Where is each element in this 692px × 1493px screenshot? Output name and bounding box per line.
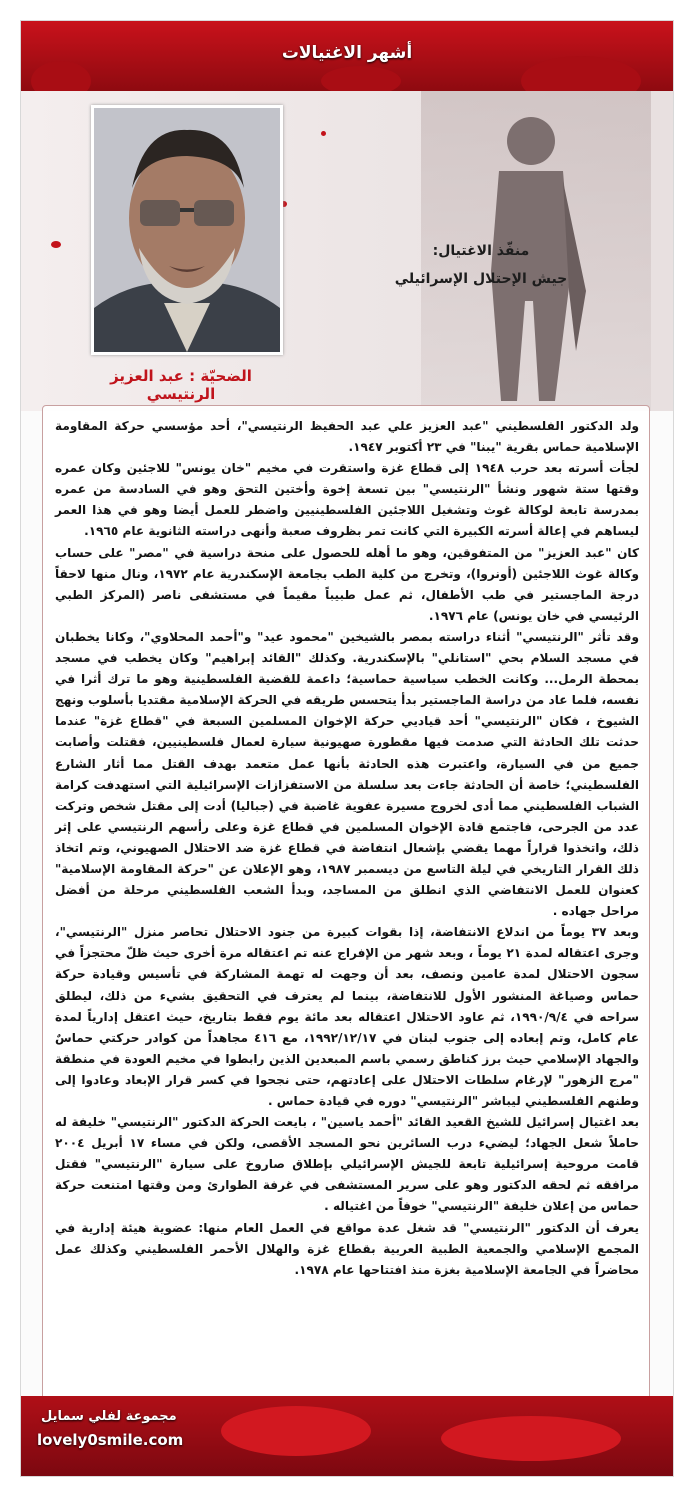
watermark-arabic: مجموعة لفلي سمايل bbox=[41, 1409, 177, 1424]
watermark-url: lovely0smile.com bbox=[37, 1431, 184, 1449]
paragraph: بعد اغتيال إسرائيل للشيخ القعيد القائد "أحمد ياسين" ، بايعت الحركة الدكتور "الرنتيسي" خليفة له حاملاً شعل الجهاد؛ ليضيء درب السائرين نحو المسجد الأقصى، ولكن في مساء ١٧ أبريل ٢٠٠٤ قامت مروحية إسرائيلية تابعة للجيش الإسرائيلي بإطلاق صاروخ على سيارة "الرنتيسي" فقتل مرافقه ثم لحقه الدكتور وهو على سرير المستشفى في غرفة الطوارئ ومن وقتها امتنعت حركة حماس من إعلان خليفة "الرنتيسي" خوفاً من اغتياله . bbox=[55, 1115, 639, 1214]
page-frame bbox=[20, 20, 674, 1477]
blood-splatter bbox=[441, 1416, 621, 1461]
executor-value: جيش الإحتلال الإسرائيلي bbox=[394, 271, 568, 287]
blood-drop bbox=[321, 131, 326, 136]
paragraph: لجأت أسرته بعد حرب ١٩٤٨ إلى قطاع غزة واستقرت في مخيم "خان يونس" للاجئين وكان عمره وقتها ستة شهور ونشأ "الرنتيسي" بين تسعة إخوة وأختين التحق وهو في السادسة من عمره بمدرسة تابعة لوكالة غوث وتشغيل اللاجئين الفلسطينيين واضطر للعمل أيضا وهو في هذا العمر ليساهم في إعالة أسرته الكبيرة التي كانت تمر بظروف صعبة وأنهى دراسته الثانوية عام ١٩٦٥. bbox=[55, 461, 639, 539]
page-title: أشهر الاغتيالات bbox=[281, 43, 413, 63]
victim-portrait bbox=[91, 105, 283, 355]
portrait-photo bbox=[94, 108, 280, 352]
paragraph: وقد تأثر "الرنتيسي" أثناء دراسته بمصر بالشيخين "محمود عيد" و"أحمد المحلاوي"، وكانا يخطبان في مسجد السلام بحي "استانلي" بالإسكندرية. وكذلك "القائد إبراهيم" وكان يخطب في مسجد بمحطة الرمل... وكانت الخطب سياسية حماسية؛ داعمة للقضية الفلسطينية وهو ما ترك أثرا في نفسه، فلما عاد من دراسة الماجستير بدأ يتحسس طريقه في الحركة الإسلامية مقتديا بأسلوب ونهج الشيوخ ، فكان "الرنتيسي" أحد قياديي حركة الإخوان المسلمين السبعة في "قطاع غزة" عندما حدثت تلك الحادثة التي صدمت فيها مقطورة صهيونية سيارة لعمال فلسطينيين، فقتلت وأصابت جميع من في السيارة، واعتبرت هذه الحادثة بأنها عمل متعمد بهدف القتل مما أثار الشارع الفلسطيني؛ خاصة أن الحادثة جاءت بعد سلسلة من الاستفزازات الإسرائيلية التي استهدفت كرامة الشباب الفلسطيني مما أدى لخروج مسيرة عفوية غاضبة في (جباليا) أدت إلى مقتل شخص وتركت عدد من الجرحى، فاجتمع قادة الإخوان المسلمين في قطاع غزة وعلى رأسهم الرنتيسي على إثر ذلك، واتخذوا قراراً مهما يقضي بإشعال انتفاضة في قطاع غزة ضد الاحتلال الصهيوني، وتم اتخاذ ذلك القرار التاريخي في ليلة التاسع من ديسمبر ١٩٨٧، وهو الإعلان عن "حركة المقاومة الإسلامية" كعنوان للعمل الانتفاضي الذي انطلق من المساجد، وبدأ الشعب الفلسطيني مرحلة من أفضل مراحل جهاده . bbox=[55, 629, 639, 919]
blood-drop bbox=[51, 241, 61, 248]
biography-text-box bbox=[42, 405, 650, 1405]
executor-label: منفّذ الاغتيال: bbox=[432, 243, 530, 259]
paragraph: يعرف أن الدكتور "الرنتيسي" قد شغل عدة مواقع في العمل العام منها: عضوية هيئة إدارية في المجمع الإسلامي والجمعية الطبية العربية بقطاع غزة والهلال الأحمر الفلسطيني وكذلك عمل محاضراً في الجامعة الإسلامية بغزة منذ افتتاحها عام ١٩٧٨. bbox=[55, 1220, 639, 1277]
paragraph: كان "عبد العزيز" من المتفوقين، وهو ما أهله للحصول على منحة دراسية في "مصر" على حساب وكالة غوث اللاجئين (أونروا)، وتخرج من كلية الطب بجامعة الإسكندرية عام ١٩٧٢، ونال منها لاحقاً درجة الماجستير في طب الأطفال، ثم عمل طبيباً مقيماً في مستشفى ناصر (المركز الطبي الرئيسي في خان يونس) عام ١٩٧٦. bbox=[55, 545, 639, 623]
victim-label: الضحيّة : عبد العزيز الرنتيسي bbox=[110, 367, 252, 403]
paragraph: ولد الدكتور الفلسطيني "عبد العزيز علي عبد الحفيظ الرنتيسي"، أحد مؤسسي حركة المقاومة الإسلامية حماس بقرية "يبنا" في ٢٣ أكتوبر ١٩٤٧. bbox=[55, 419, 639, 455]
blood-splatter bbox=[221, 1406, 371, 1456]
paragraph: وبعد ٣٧ يوماً من اندلاع الانتفاضة، إذا بقوات كبيرة من جنود الاحتلال تحاصر منزل "الرنتيسي"، وجرى اعتقاله لمدة ٢١ يوماً ، وبعد شهر من الإفراج عنه تم اعتقاله مرة أخرى حيث ظلّ محتجزاً في سجون الاحتلال لمدة عامين ونصف، بعد أن وجهت له تهمة المشاركة في تأسيس وقيادة حركة حماس وصياغة المنشور الأول للانتفاضة، بينما لم يعترف في التحقيق بشيء من ذلك، ليطلق سراحه في ١٩٩٠/٩/٤، ثم عاود الاحتلال اعتقاله بعد مائة يوم فقط بتاريخ، حيث اعتقل إدارياً لمدة عام كامل، وتم إبعاده إلى جنوب لبنان في ١٩٩٢/١٢/١٧، مع ٤١٦ مجاهداً من كوادر حركتي حماسٌ والجهاد الإسلامي حيث برز كناطق رسمي باسم المبعدين الذين رابطوا في مخيم العودة في منطقة "مرج الزهور" لإرغام سلطات الاحتلال على إعادتهم، حتى نجحوا في كسر قرار الإبعاد وعادوا إلى وطنهم الفلسطيني ليباشر "الرنتيسي" دوره في قيادة حماس . bbox=[55, 925, 640, 1108]
